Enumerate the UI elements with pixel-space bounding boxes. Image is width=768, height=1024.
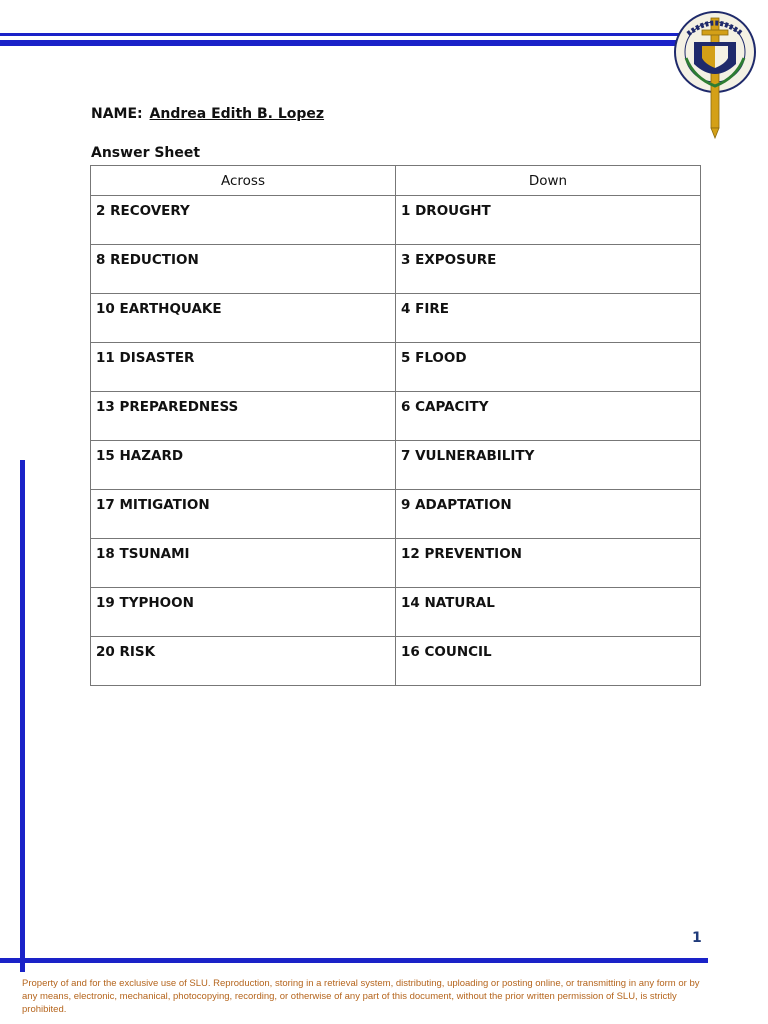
across-cell: 10 EARTHQUAKE [91, 294, 396, 343]
across-cell: 19 TYPHOON [91, 588, 396, 637]
table-row [91, 539, 701, 588]
name-label: NAME: [91, 106, 143, 122]
down-cell: 3 EXPOSURE [396, 245, 701, 294]
header-rule-thick [0, 40, 680, 46]
down-cell: 4 FIRE [396, 294, 701, 343]
answer-sheet-title: Answer Sheet [91, 145, 201, 161]
table-row [91, 588, 701, 637]
across-cell: 2 RECOVERY [91, 196, 396, 245]
across-cell: 8 REDUCTION [91, 245, 396, 294]
down-cell: 7 VULNERABILITY [396, 441, 701, 490]
left-margin-bar [20, 460, 25, 972]
table-header-row [91, 166, 701, 196]
across-cell: 13 PREPAREDNESS [91, 392, 396, 441]
table-row [91, 196, 701, 245]
down-cell: 12 PREVENTION [396, 539, 701, 588]
across-cell: 15 HAZARD [91, 441, 396, 490]
down-cell: 1 DROUGHT [396, 196, 701, 245]
column-header-down: Down [396, 166, 701, 196]
across-cell: 11 DISASTER [91, 343, 396, 392]
across-cell: 18 TSUNAMI [91, 539, 396, 588]
table-row [91, 637, 701, 686]
slu-seal-icon [672, 8, 758, 140]
down-cell: 6 CAPACITY [396, 392, 701, 441]
table-row [91, 343, 701, 392]
table-row [91, 245, 701, 294]
down-cell: 16 COUNCIL [396, 637, 701, 686]
page-number: 1 [692, 930, 702, 946]
table-row [91, 392, 701, 441]
table-row [91, 490, 701, 539]
name-line [91, 106, 324, 122]
down-cell: 14 NATURAL [396, 588, 701, 637]
column-header-across: Across [91, 166, 396, 196]
answer-table [90, 165, 701, 686]
footer-rule [0, 958, 708, 963]
down-cell: 9 ADAPTATION [396, 490, 701, 539]
down-cell: 5 FLOOD [396, 343, 701, 392]
across-cell: 20 RISK [91, 637, 396, 686]
header-rule-thin [0, 33, 680, 36]
table-row [91, 441, 701, 490]
table-row [91, 294, 701, 343]
name-value: Andrea Edith B. Lopez [149, 106, 325, 122]
across-cell: 17 MITIGATION [91, 490, 396, 539]
copyright-notice: Property of and for the exclusive use of SLU. Reproduction, storing in a retrieval system, distributing, uploading or posting online, or transmitting in any form or by any means, electronic, mechanical, photocopying, recording, or otherwise of any part of this document, without the prior written permission of SLU, is strictly prohibited. [22, 978, 700, 1015]
